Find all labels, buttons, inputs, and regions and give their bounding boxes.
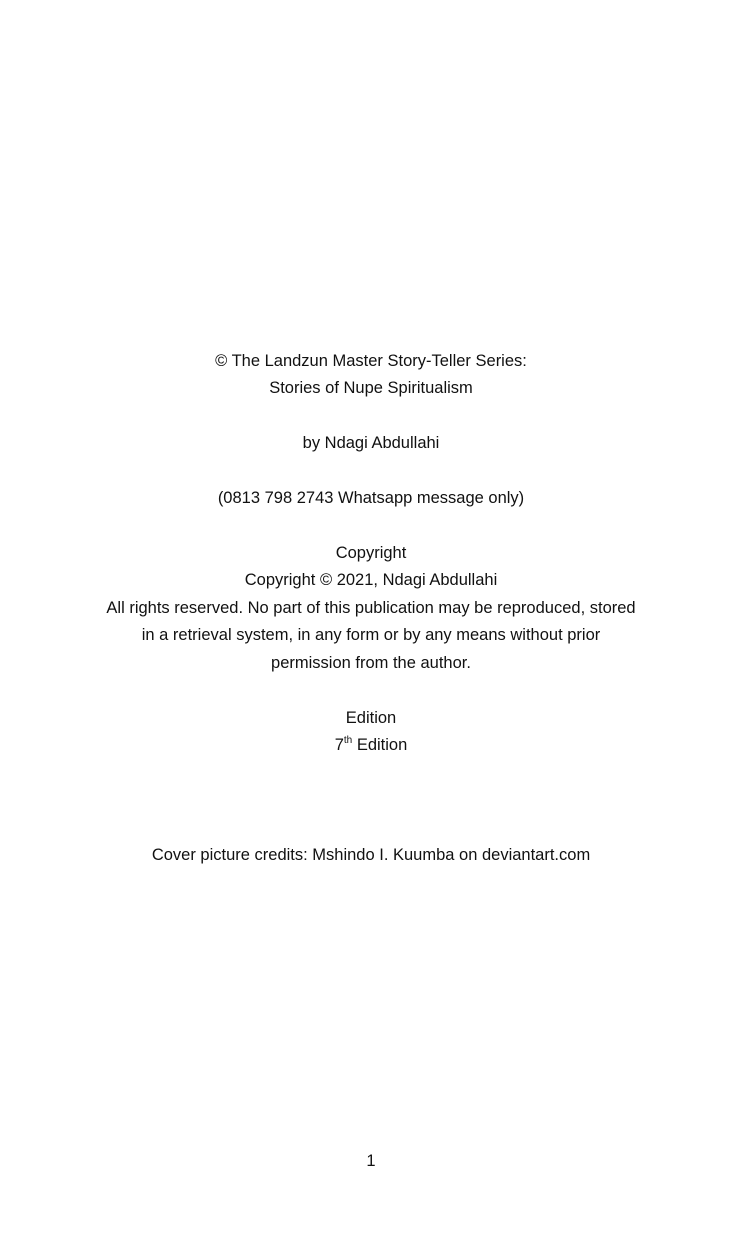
page-number: 1 [366, 1152, 376, 1170]
copyright-notice: Copyright © 2021, Ndagi Abdullahi [244, 571, 498, 589]
rights-line-3: permission from the author. [271, 654, 471, 672]
cover-credits: Cover picture credits: Mshindo I. Kuumba on deviantart.com [151, 846, 591, 864]
edition-label: Edition [352, 736, 408, 754]
contact-info: (0813 798 2743 Whatsapp message only) [217, 489, 525, 507]
book-subtitle: Stories of Nupe Spiritualism [269, 379, 473, 397]
rights-line-1: All rights reserved. No part of this publication may be reproduced, stored [106, 599, 636, 617]
copyright-heading: Copyright [335, 544, 407, 562]
author-byline: by Ndagi Abdullahi [302, 434, 440, 452]
edition-ordinal-suffix: th [343, 734, 353, 746]
edition-line [0, 734, 742, 756]
rights-line-2: in a retrieval system, in any form or by any means without prior [141, 626, 601, 644]
edition-heading: Edition [345, 709, 397, 727]
series-title: © The Landzun Master Story-Teller Series: [215, 352, 527, 370]
edition-number: 7 [334, 736, 344, 754]
